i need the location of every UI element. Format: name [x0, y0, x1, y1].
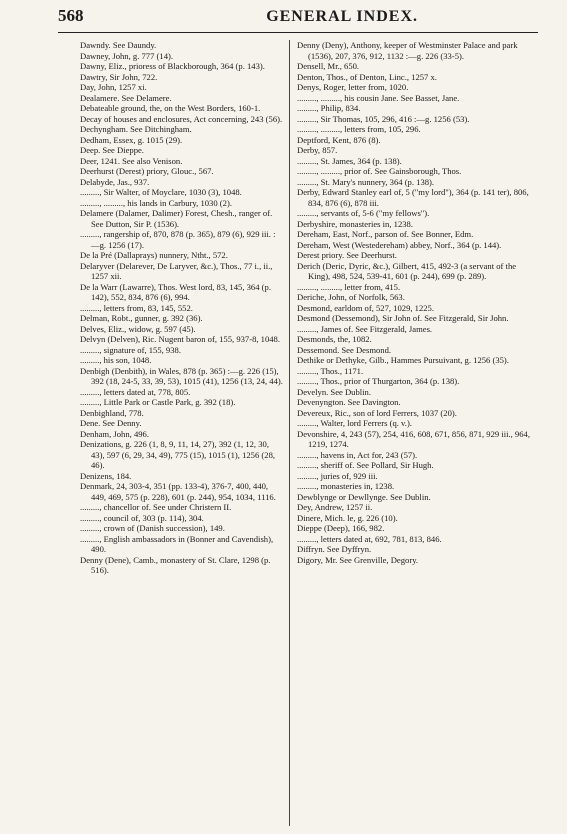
index-entry: ........., juries of, 929 iii.: [297, 470, 378, 481]
index-entry: Derby, 857.: [297, 145, 338, 155]
page-number: 568: [58, 6, 84, 25]
index-entry: Derby, Edward Stanley earl of, 5 ("my lord"), 364 (p. 141 ter), 806, 834, 876 (6), 878 iii.: [297, 187, 529, 208]
index-entry: Deep. See Dieppe.: [80, 145, 144, 155]
index-entry: Dey, Andrew, 1257 ii.: [297, 502, 373, 512]
index-entry: Day, John, 1257 xi.: [80, 82, 147, 92]
index-entry: Denmark, 24, 303-4, 351 (pp. 133-4), 376-7, 400, 440, 449, 469, 575 (p. 228), 601 (p. 244), 954, 1034, 1116.: [80, 481, 276, 502]
right-column: [297, 40, 535, 565]
index-entry: ........., ........., prior of. See Gainsborough, Thos.: [297, 166, 462, 176]
index-entry: Denys, Roger, letter from, 1020.: [297, 82, 409, 92]
index-entry: De la Pré (Dallaprays) nunnery, Ntht., 572.: [80, 250, 228, 260]
index-entry: ........., rangership of, 870, 878 (p. 365), 879 (6), 929 iii. :—g. 1256 (17).: [80, 229, 276, 250]
index-entry: ........., servants of, 5-6 ("my fellows").: [297, 208, 430, 218]
index-entry: Debateable ground, the, on the West Borders, 160-1.: [80, 103, 261, 113]
index-entry: Denny (Deny), Anthony, keeper of Westminster Palace and park (1536), 207, 376, 912, 1132 :—g. 226 (33-5).: [297, 40, 518, 61]
index-entry: Delves, Eliz., widow, g. 597 (45).: [80, 323, 196, 334]
index-entry: ........., crown of (Danish succession), 149.: [80, 523, 225, 533]
index-entry: Denbigh (Denbith), in Wales, 878 (p. 365) :—g. 226 (15), 392 (18, 24-5, 33, 39, 53), 1015 (41), 1256 (13, 24, 44).: [80, 365, 283, 386]
left-column: [80, 40, 283, 576]
index-entry: Devonshire, 4, 243 (57), 254, 416, 608, 671, 856, 871, 929 iii., 964, 1219, 1274.: [297, 428, 530, 449]
index-entry: Dessemond. See Desmond.: [297, 344, 392, 355]
index-entry: ........., sheriff of. See Pollard, Sir Hugh.: [297, 460, 434, 470]
index-entry: Derich (Deric, Dyric, &c.), Gilbert, 415, 492-3 (a servant of the King), 498, 524, 539-41, 601 (p. 244), 699 (p. 289).: [297, 260, 517, 281]
index-entry: Dedham, Essex, g. 1015 (29).: [80, 134, 183, 145]
index-entry: ........., Thos., 1171.: [297, 365, 364, 376]
index-entry: Delabyde, Jas., 937.: [80, 176, 150, 187]
index-entry: Desmond (Dessemond), Sir John of. See Fitzgerald, Sir John.: [297, 313, 509, 323]
index-entry: Deer, 1241. See also Venison.: [80, 155, 183, 166]
index-entry: Delman, Robt., gunner, g. 392 (36).: [80, 313, 203, 323]
index-entry: Deerhurst (Derest) priory, Glouc., 567.: [80, 166, 214, 176]
index-entry: Delaryver (Delarever, De Laryver, &c.), Thos., 77 i., ii., 1257 xii.: [80, 260, 273, 281]
column-divider: [289, 40, 290, 826]
index-entry: Derest priory. See Deerhurst.: [297, 250, 397, 260]
header-rule: [58, 32, 538, 33]
index-entry: Derbyshire, monasteries in, 1238.: [297, 218, 413, 229]
index-entry: ........., St. Mary's nunnery, 364 (p. 138).: [297, 176, 435, 187]
page-header: [58, 6, 536, 32]
index-entry: ........., letters dated at, 778, 805.: [80, 386, 191, 397]
index-entry: ........., ........., his cousin Jane. See Basset, Jane.: [297, 92, 460, 103]
index-entry: Dawney, John, g. 777 (14).: [80, 50, 174, 61]
index-entry: Decay of houses and enclosures, Act concerning, 243 (56).: [80, 113, 283, 124]
index-entry: ........., English ambassadors in (Bonner and Cavendish), 490.: [80, 533, 274, 554]
index-entry: Denny (Dene), Camb., monastery of St. Clare, 1298 (p. 516).: [80, 554, 271, 575]
index-entry: ........., Sir Thomas, 105, 296, 416 :—g. 1256 (53).: [297, 113, 470, 124]
index-entry: Denham, John, 496.: [80, 428, 149, 439]
index-entry: ........., Thos., prior of Thurgarton, 364 (p. 138).: [297, 376, 460, 386]
index-entry: ........., signature of, 155, 938.: [80, 344, 181, 355]
index-entry: Denton, Thos., of Denton, Linc., 1257 x.: [297, 71, 437, 82]
index-entry: ........., havens in, Act for, 243 (57).: [297, 449, 418, 460]
index-entry: ........., council of, 303 (p. 114), 304.: [80, 512, 204, 523]
index-entry: ........., Philip, 834.: [297, 103, 361, 113]
index-entry: Digory, Mr. See Grenville, Degory.: [297, 554, 419, 565]
index-entry: Dechyngham. See Ditchingham.: [80, 124, 192, 134]
index-entry: Diffryn. See Dyffryn.: [297, 544, 372, 554]
index-entry: Dereham, East, Norf., parson of. See Bonner, Edm.: [297, 229, 474, 239]
index-entry: Dene. See Denny.: [80, 418, 142, 428]
index-entry: Delvyn (Delven), Ric. Nugent baron of, 155, 937-8, 1048.: [80, 334, 281, 344]
index-entry: ........., Sir Walter, of Moyclare, 1030 (3), 1048.: [80, 187, 242, 197]
index-entry: Denbighland, 778.: [80, 407, 144, 418]
index-entry: ........., St. James, 364 (p. 138).: [297, 155, 402, 166]
index-entry: Deptford, Kent, 876 (8).: [297, 134, 381, 145]
index-entry: Denizens, 184.: [80, 470, 132, 481]
index-entry: Develyn. See Dublin.: [297, 386, 371, 397]
index-entry: Dawndy. See Daundy.: [80, 40, 157, 50]
index-entry: Denizations, g. 226 (1, 8, 9, 11, 14, 27), 392 (1, 12, 30, 43), 597 (6, 29, 34, 49), 775 (15), 1015 (1), 1256 (28, 46).: [80, 439, 276, 470]
index-entry: Dethike or Dethyke, Gilb., Hammes Pursuivant, g. 1256 (35).: [297, 355, 509, 365]
index-entry: Dealamere. See Delamere.: [80, 92, 172, 103]
index-entry: ........., his son, 1048.: [80, 355, 152, 365]
index-entry: Dieppe (Deep), 166, 982.: [297, 523, 385, 533]
running-head: GENERAL INDEX.: [266, 8, 418, 25]
index-entry: ........., Walter, lord Ferrers (q. v.).: [297, 418, 412, 428]
index-entry: Dinere, Mich. le, g. 226 (10).: [297, 512, 398, 523]
index-entry: ........., monasteries in, 1238.: [297, 481, 395, 491]
index-entry: Deriche, John, of Norfolk, 563.: [297, 292, 405, 302]
index-entry: ........., ........., letter from, 415.: [297, 281, 401, 292]
index-entry: Dewblynge or Dewllynge. See Dublin.: [297, 491, 431, 502]
index-entry: ........., James of. See Fitzgerald, James.: [297, 323, 433, 334]
index-entry: Devereux, Ric., son of lord Ferrers, 1037 (20).: [297, 407, 457, 418]
index-entry: ........., letters from, 83, 145, 552.: [80, 302, 193, 313]
index-entry: Delamere (Dalamer, Dalimer) Forest, Chesh., ranger of. See Dutton, Sir P. (1536).: [80, 208, 273, 229]
index-entry: Devenyngton. See Davington.: [297, 397, 401, 407]
index-entry: Desmond, earldom of, 527, 1029, 1225.: [297, 302, 435, 313]
index-entry: Dawtry, Sir John, 722.: [80, 71, 158, 82]
index-entry: ........., ........., his lands in Carbury, 1030 (2).: [80, 197, 232, 208]
index-entry: Desmonds, the, 1082.: [297, 334, 372, 344]
index-entry: ........., chancellor of. See under Christern II.: [80, 502, 232, 512]
index-entry: Dereham, West (Westedereham) abbey, Norf., 364 (p. 144).: [297, 239, 502, 250]
index-entry: De la Warr (Lawarre), Thos. West lord, 83, 145, 364 (p. 142), 552, 834, 876 (6), 994.: [80, 281, 271, 302]
index-entry: Dawny, Eliz., prioress of Blackborough, 364 (p. 143).: [80, 61, 265, 71]
index-entry: Densell, Mr., 650.: [297, 61, 360, 71]
index-entry: ........., ........., letters from, 105, 296.: [297, 124, 421, 134]
index-entry: ........., letters dated at, 692, 781, 813, 846.: [297, 533, 442, 544]
index-entry: ........., Little Park or Castle Park, g. 392 (18).: [80, 397, 236, 407]
